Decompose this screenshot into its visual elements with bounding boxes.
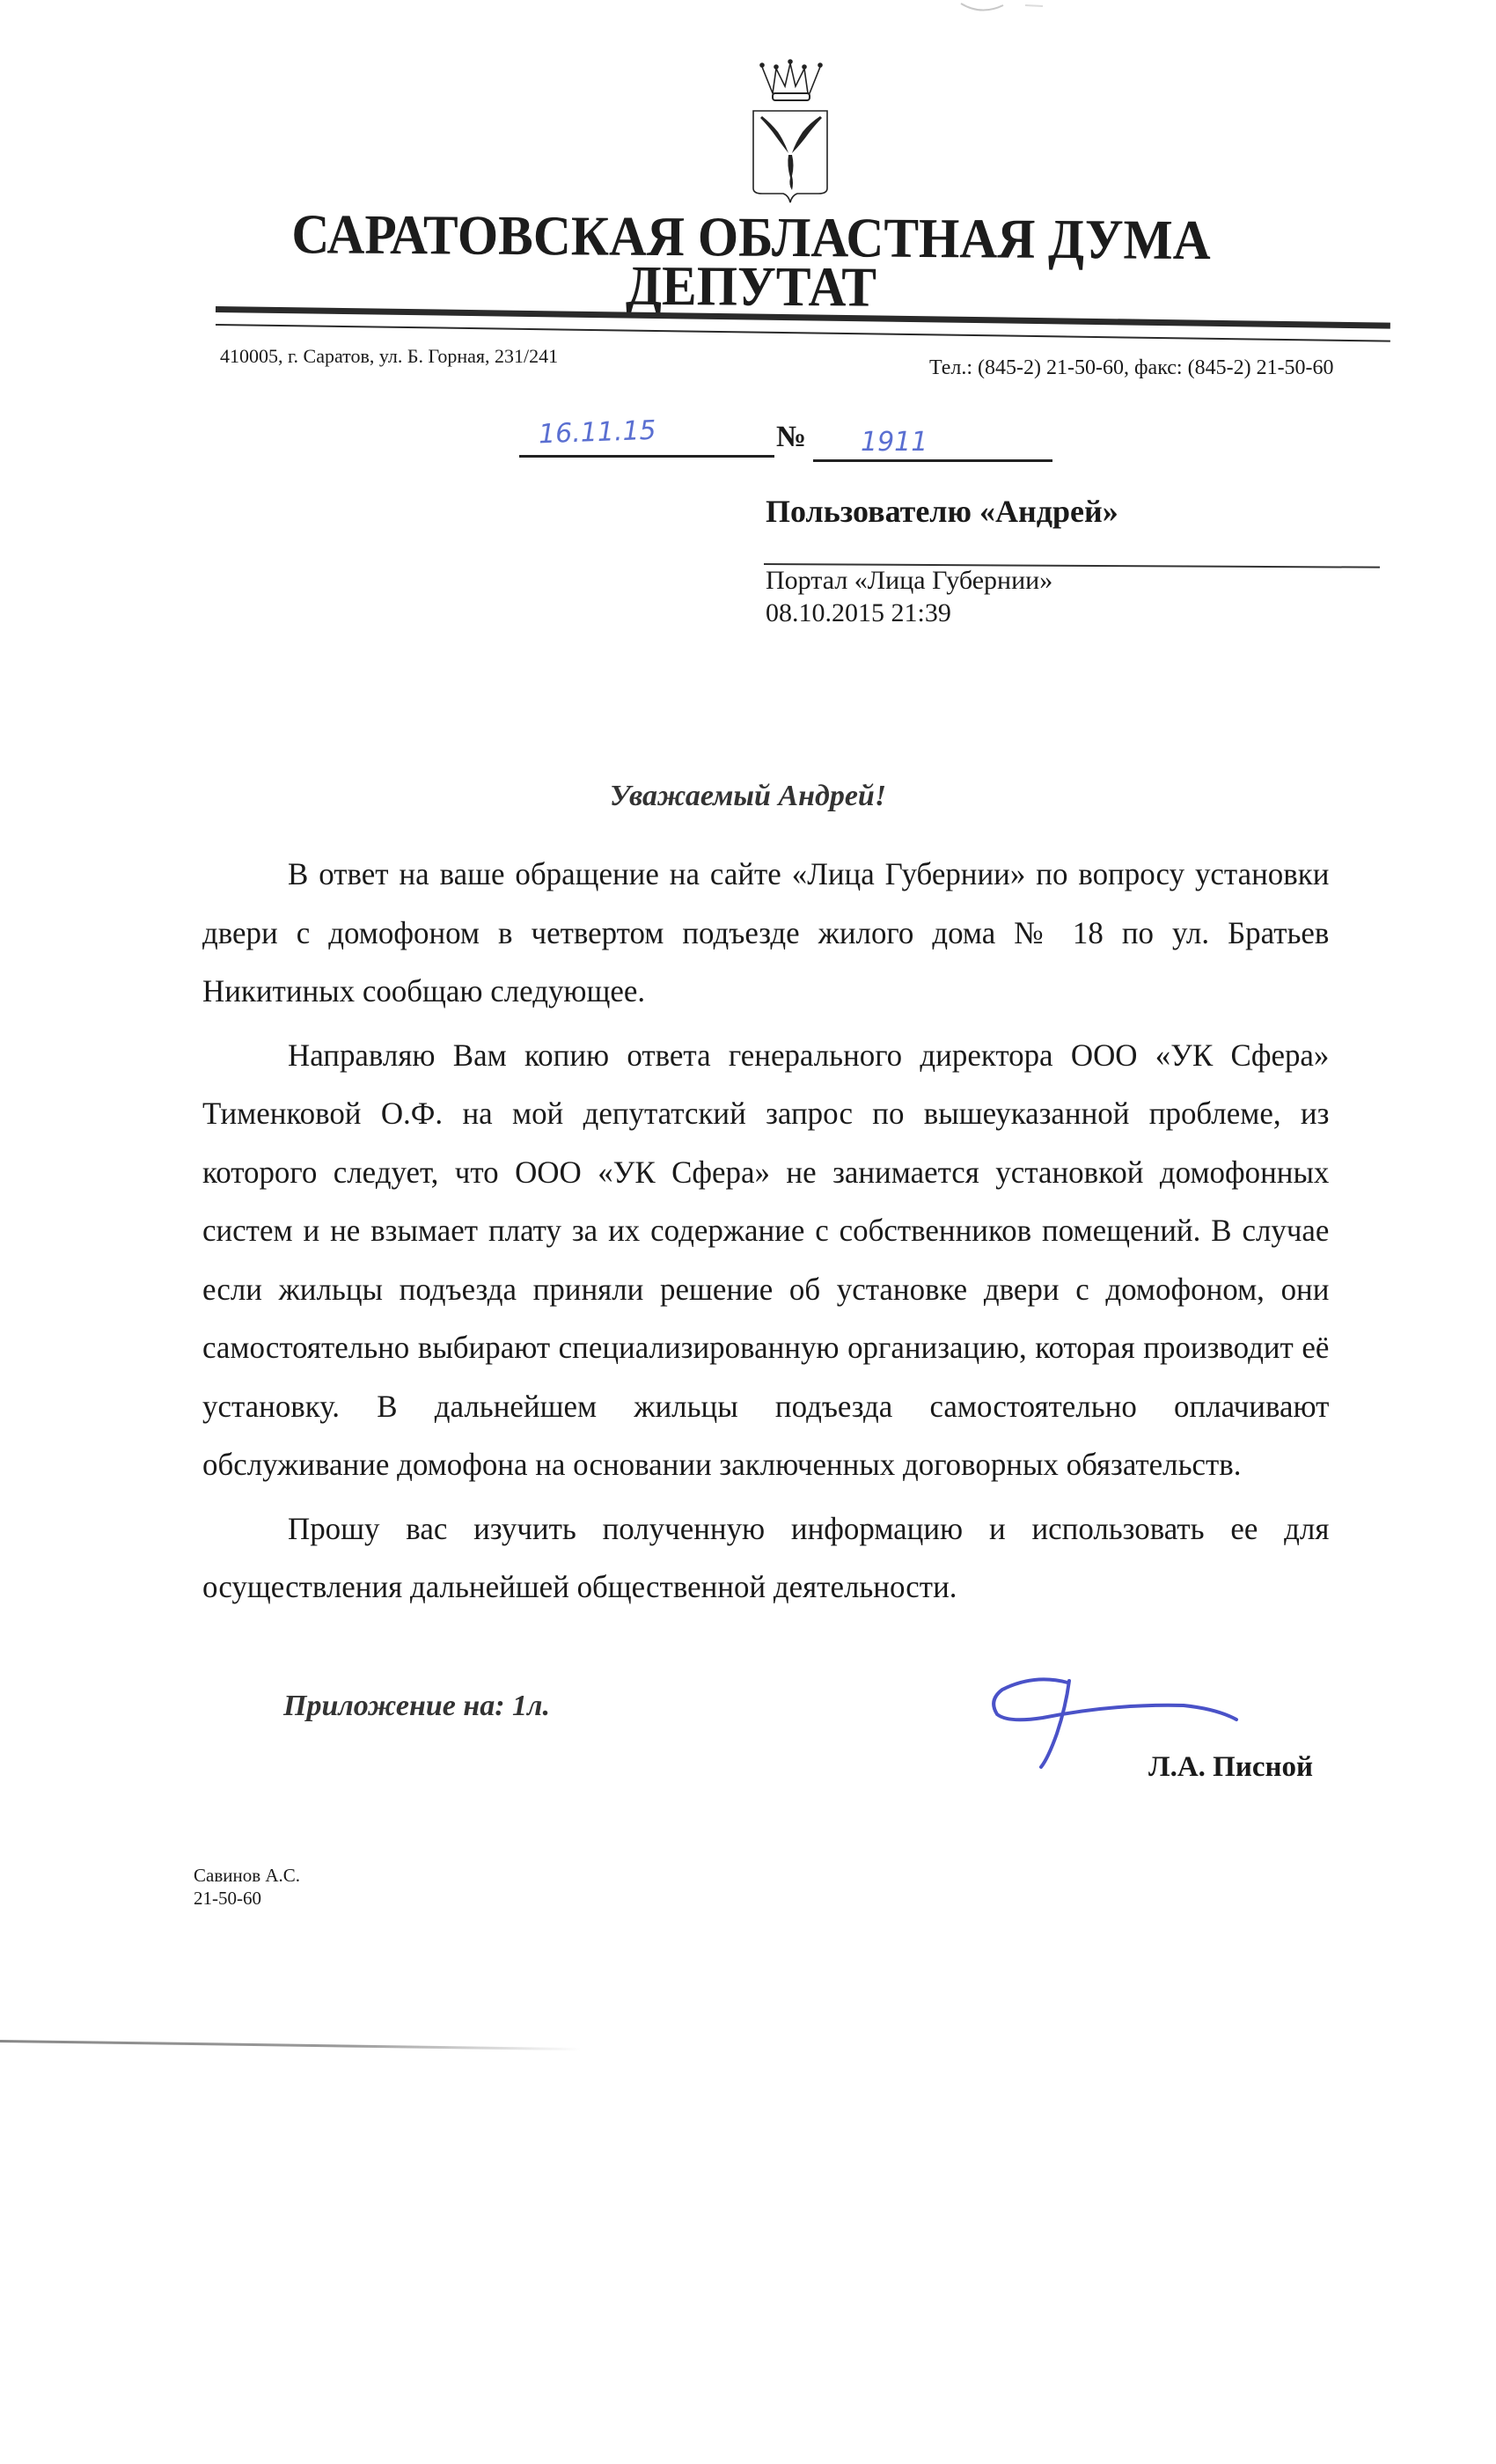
recipient-datetime: 08.10.2015 21:39 (766, 598, 951, 627)
number-underline (813, 459, 1052, 462)
executor-name: Савинов А.С. (194, 1865, 301, 1886)
signer-name: Л.А. Писной (1148, 1751, 1314, 1783)
date-underline (519, 455, 774, 458)
attachment-note: Приложение на: 1л. (283, 1690, 550, 1722)
sender-address: 410005, г. Саратов, ул. Б. Горная, 231/241 (220, 345, 559, 367)
scan-artifact (959, 0, 1074, 18)
registration-date: 16.11.15 (538, 414, 657, 451)
paragraph: Направляю Вам копию ответа генерального директора ООО «УК Сфера» Тименковой О.Ф. на мой депутатский запрос по вышеуказанной проблеме, из которого следует, что ООО «УК Сфера» не занимается установкой домофонных систем и не взымает плату за их содержание с собственников помещений. В случае если жильцы подъезда приняли решение об установке двери с домофоном, они самостоятельно выбирают специализированную организацию, которая производит её установку. В дальнейшем жильцы подъезда самостоятельно оплачивают обслуживание домофона на основании заключенных договорных обязательств. (202, 1037, 1330, 1482)
organization-title: САРАТОВСКАЯ ОБЛАСТНАЯ ДУМА (291, 202, 1211, 272)
registration-number: 1911 (861, 427, 928, 458)
recipient-source: Портал «Лица Губернии» (766, 566, 1053, 595)
sender-phone-fax: Тел.: (845-2) 21-50-60, факс: (845-2) 21-50-60 (929, 356, 1334, 379)
paragraph: В ответ на ваше обращение на сайте «Лица Губернии» по вопросу установки двери с домофоном в четвертом подъезде жилого дома № 18 по ул. Братьев Никитиных сообщаю следующее. (202, 856, 1330, 1008)
header-rule-thin (216, 324, 1390, 342)
salutation: Уважаемый Андрей! (609, 780, 887, 812)
scan-edge-line (0, 2040, 581, 2050)
position-title: ДЕПУТАТ (625, 253, 877, 319)
recipient-name: Пользователю «Андрей» (766, 494, 1118, 529)
letter-body (202, 845, 1329, 1617)
paragraph: Прошу вас изучить полученную информацию и использовать ее для осуществления дальнейшей общественной деятельности. (202, 1510, 1330, 1604)
number-sign: № (776, 421, 807, 453)
saratov-coat-of-arms-icon (746, 55, 834, 206)
executor-phone: 21-50-60 (194, 1888, 261, 1909)
